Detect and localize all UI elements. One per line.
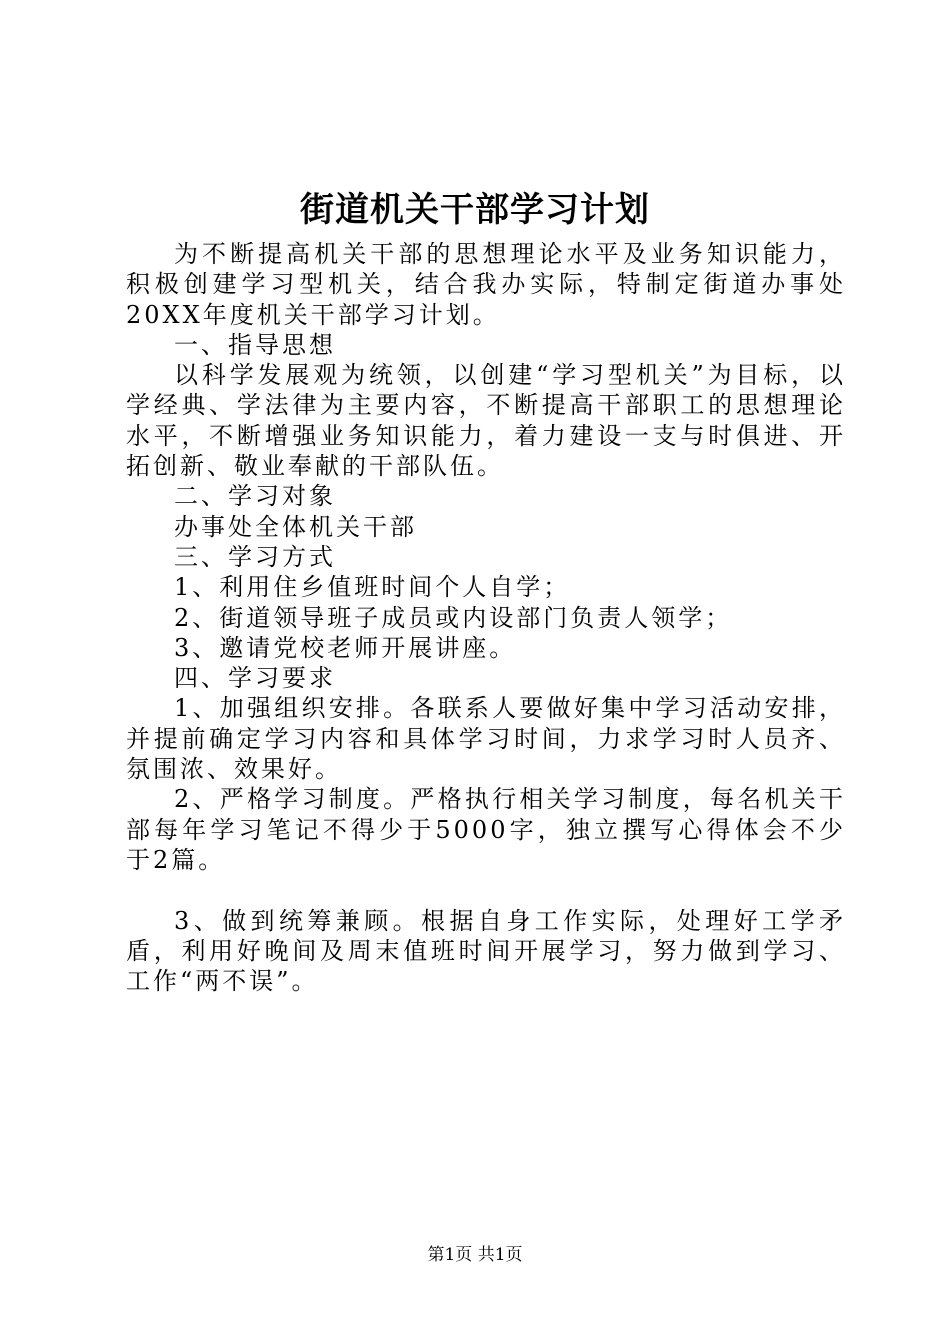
paragraph-spacer (126, 875, 846, 905)
learning-method-item-2: 2、街道领导班子成员或内设部门负责人领学； (174, 603, 733, 632)
document-body (126, 239, 846, 996)
document-title: 街道机关干部学习计划 (300, 190, 650, 230)
section-heading-learning-requirements: 四、学习要求 (174, 664, 336, 693)
learning-method-item-3: 3、邀请党校老师开展讲座。 (174, 633, 517, 662)
learning-target-paragraph: 办事处全体机关干部 (174, 512, 417, 541)
section-heading-learning-target: 二、学习对象 (174, 482, 336, 511)
section-heading-learning-method: 三、学习方式 (174, 542, 336, 571)
learning-method-item-1: 1、利用住乡值班时间个人自学； (174, 573, 571, 602)
section-heading-guiding-thought: 一、指导思想 (174, 330, 336, 359)
requirement-item-1: 1、加强组织安排。各联系人要做好集中学习活动安排，并提前确定学习内容和具体学习时间，力求学习时人员齐、氛围浓、效果好。 (126, 694, 846, 784)
requirement-item-3: 3、做到统筹兼顾。根据自身工作实际，处理好工学矛盾，利用好晚间及周末值班时间开展学习，努力做到学习、工作“两不误”。 (126, 906, 846, 996)
guiding-thought-paragraph: 以科学发展观为统领，以创建“学习型机关”为目标，以学经典、学法律为主要内容，不断提高干部职工的思想理论水平，不断增强业务知识能力，着力建设一支与时俱进、开拓创新、敬业奉献的干部队伍。 (126, 361, 846, 481)
requirement-item-2: 2、严格学习制度。严格执行相关学习制度，每名机关干部每年学习笔记不得少于5000字，独立撰写心得体会不少于2篇。 (126, 785, 846, 874)
intro-paragraph: 为不断提高机关干部的思想理论水平及业务知识能力，积极创建学习型机关，结合我办实际，特制定街道办事处20XX年度机关干部学习计划。 (126, 240, 846, 329)
page-number-footer: 第1页 共1页 (427, 1245, 523, 1265)
